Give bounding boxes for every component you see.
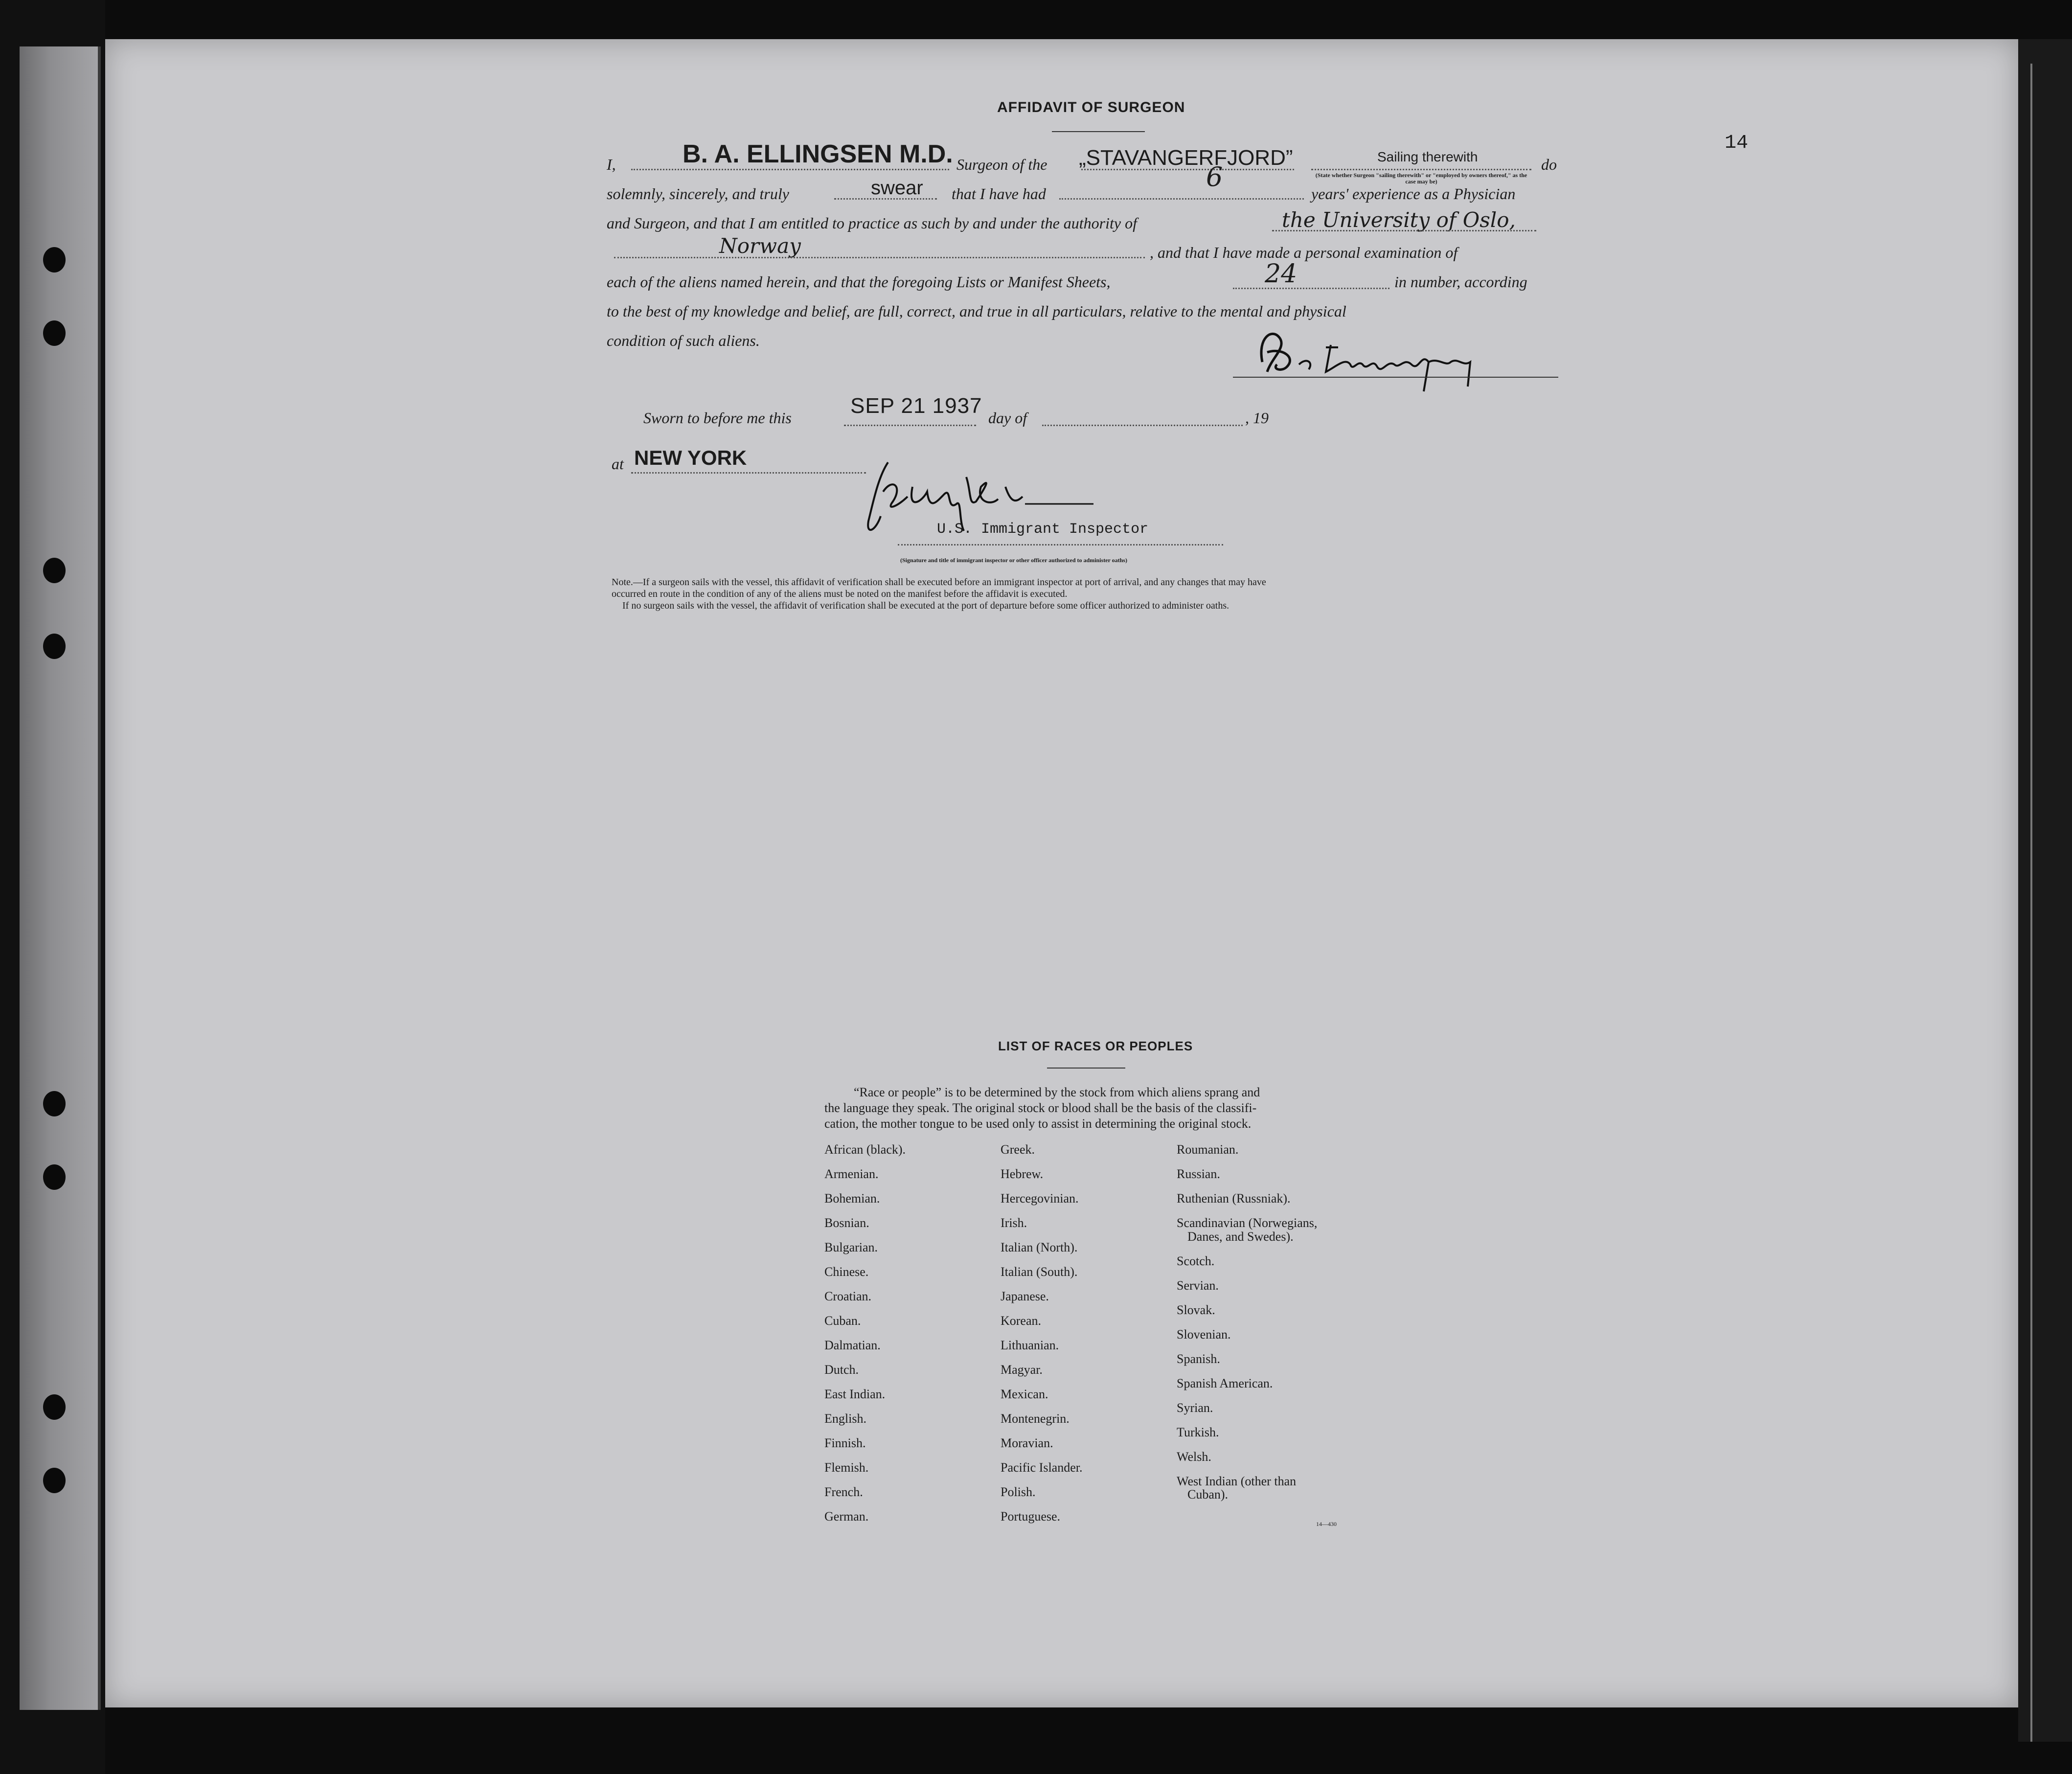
race-entry: Korean. <box>1001 1314 1042 1328</box>
years-experience-text: years' experience as a Physician <box>1311 185 1516 203</box>
that-i-have-had-text: that I have had <box>952 185 1046 203</box>
condition-text: condition of such aliens. <box>607 332 760 349</box>
race-entry: Lithuanian. <box>1001 1338 1059 1352</box>
race-entry: Dutch. <box>824 1363 859 1377</box>
race-entry: Cuban). <box>1187 1487 1229 1501</box>
authority-text: and Surgeon, and that I am entitled to practice as such by and under the authority of <box>607 214 1137 232</box>
punch-hole <box>43 1394 66 1420</box>
race-entry: Mexican. <box>1001 1387 1048 1401</box>
races-intro-2: the language they speak. The original stock or blood shall be the basis of the classifi- <box>824 1101 1257 1115</box>
surgeon-name: B. A. ELLINGSEN M.D. <box>683 140 953 168</box>
right-edge <box>2018 39 2072 1742</box>
note-line-2: occurred en route in the condition of any of the aliens must be noted on the manifest before the affidavit is executed. <box>612 589 1068 599</box>
race-entry: Cuban. <box>824 1314 861 1328</box>
authority-country: Norway <box>719 234 801 258</box>
punch-hole <box>43 1468 66 1493</box>
race-entry: Armenian. <box>824 1167 879 1181</box>
race-entry: Portuguese. <box>1001 1509 1061 1524</box>
race-entry: Syrian. <box>1177 1401 1213 1415</box>
punch-hole <box>43 320 66 346</box>
race-entry: Scotch. <box>1177 1254 1215 1268</box>
race-entry: Danes, and Swedes). <box>1187 1229 1294 1244</box>
race-entry: Roumanian. <box>1177 1142 1239 1157</box>
race-entry: Dalmatian. <box>824 1338 881 1352</box>
race-entry: Hercegovinian. <box>1001 1191 1079 1205</box>
races-title: LIST OF RACES OR PEOPLES <box>998 1039 1193 1053</box>
dotted-line <box>1081 169 1294 170</box>
race-entry: Spanish. <box>1177 1352 1220 1366</box>
day-of-text: day of <box>988 409 1027 427</box>
races-title-underline <box>1047 1068 1125 1069</box>
race-entry: Slovak. <box>1177 1303 1215 1317</box>
races-intro-3: cation, the mother tongue to be used only to assist in determining the original stock. <box>824 1116 1252 1131</box>
races-intro-1: “Race or people” is to be determined by the stock from which aliens sprang and <box>854 1085 1260 1099</box>
race-entry: Russian. <box>1177 1167 1220 1181</box>
affidavit-i: I, <box>607 156 616 173</box>
race-entry: Welsh. <box>1177 1450 1211 1464</box>
solemnly-text: solemnly, sincerely, and truly <box>607 185 789 203</box>
race-entry: Ruthenian (Russniak). <box>1177 1191 1291 1205</box>
page-number: 14 <box>1725 132 1749 154</box>
surgeon-signature <box>1252 318 1526 396</box>
dotted-line <box>631 472 866 474</box>
authority-university: the University of Oslo, <box>1282 208 1516 232</box>
race-entry: Polish. <box>1001 1485 1036 1499</box>
surgeon-status: Sailing therewith <box>1377 149 1478 164</box>
affidavit-title: AFFIDAVIT OF SURGEON <box>997 99 1185 115</box>
dotted-line <box>614 257 1145 258</box>
race-entry: Hebrew. <box>1001 1167 1044 1181</box>
race-entry: Pacific Islander. <box>1001 1460 1083 1475</box>
sworn-date-stamp: SEP 21 1937 <box>850 394 982 418</box>
at-text: at <box>612 455 624 473</box>
race-entry: German. <box>824 1509 869 1524</box>
race-entry: Slovenian. <box>1177 1327 1231 1342</box>
punch-hole <box>43 558 66 583</box>
race-entry: Magyar. <box>1001 1363 1043 1377</box>
race-entry: Japanese. <box>1001 1289 1049 1303</box>
dotted-line <box>898 544 1223 546</box>
title-underline <box>1052 131 1145 132</box>
sheets-count: 24 <box>1265 259 1298 289</box>
dotted-line <box>631 169 949 170</box>
oath-type: swear <box>871 177 923 199</box>
punch-hole <box>43 247 66 273</box>
race-entry: Chinese. <box>824 1265 869 1279</box>
race-entry: Bosnian. <box>824 1216 869 1230</box>
dotted-line <box>1059 198 1304 200</box>
note-line-1: Note.—If a surgeon sails with the vessel, this affidavit of verification shall be executed before an immigrant inspector at port of arrival, and any changes that may have <box>612 577 1266 588</box>
sworn-text: Sworn to before me this <box>643 409 792 427</box>
inspector-title: U.S. Immigrant Inspector <box>937 521 1149 538</box>
race-entry: Finnish. <box>824 1436 866 1450</box>
dotted-line <box>1311 169 1531 170</box>
race-entry: West Indian (other than <box>1177 1474 1297 1488</box>
race-entry: Montenegrin. <box>1001 1411 1070 1426</box>
race-entry: English. <box>824 1411 866 1426</box>
dotted-line <box>1272 230 1536 231</box>
race-entry: Italian (North). <box>1001 1240 1078 1254</box>
signature-caption: (Signature and title of immigrant inspector or other officer authorized to administer oaths) <box>900 557 1127 564</box>
binder-strip <box>20 46 101 1710</box>
do-text: do <box>1541 156 1557 173</box>
punch-hole <box>43 1091 66 1116</box>
race-entry: Turkish. <box>1177 1425 1219 1439</box>
dotted-line <box>1042 425 1243 426</box>
sworn-place: NEW YORK <box>634 446 747 469</box>
race-entry: Italian (South). <box>1001 1265 1078 1279</box>
race-entry: Croatian. <box>824 1289 872 1303</box>
punch-hole <box>43 1164 66 1190</box>
dotted-line <box>1233 288 1389 289</box>
race-entry: Bohemian. <box>824 1191 880 1205</box>
knowledge-text: to the best of my knowledge and belief, are full, correct, and true in all particulars, relative to the mental and physical <box>607 302 1346 320</box>
surgeon-signature-line <box>1233 377 1558 378</box>
right-edge-line <box>2030 64 2032 1742</box>
manifest-sheets-text: each of the aliens named herein, and that the foregoing Lists or Manifest Sheets, <box>607 273 1111 291</box>
race-entry: Irish. <box>1001 1216 1027 1230</box>
race-entry: African (black). <box>824 1142 906 1157</box>
punch-hole <box>43 634 66 659</box>
surgeon-of-text: Surgeon of the <box>956 156 1047 173</box>
year-text: , 19 <box>1245 409 1269 427</box>
race-entry: Bulgarian. <box>824 1240 878 1254</box>
race-entry: French. <box>824 1485 863 1499</box>
race-entry: Flemish. <box>824 1460 869 1475</box>
vessel-name: „STAVANGERFJORD” <box>1079 146 1293 170</box>
dotted-line <box>834 198 937 200</box>
years-experience: 6 <box>1206 161 1223 192</box>
note-line-3: If no surgeon sails with the vessel, the affidavit of verification shall be executed at the port of departure before some officer authorized to administer oaths. <box>622 600 1230 611</box>
race-entry: Greek. <box>1001 1142 1035 1157</box>
in-number-text: in number, according <box>1394 273 1527 291</box>
dotted-line <box>844 425 976 426</box>
race-entry: Moravian. <box>1001 1436 1053 1450</box>
personal-examination-text: , and that I have made a personal examination of <box>1150 244 1458 261</box>
race-entry: Scandinavian (Norwegians, <box>1177 1216 1318 1230</box>
status-hint: (State whether Surgeon "sailing therewith" or "employed by owners thereof," as the case may be) <box>1315 172 1527 185</box>
race-entry: East Indian. <box>824 1387 886 1401</box>
race-entry: Servian. <box>1177 1278 1219 1293</box>
race-entry: Spanish American. <box>1177 1376 1273 1390</box>
form-number: 14—430 <box>1316 1521 1337 1527</box>
